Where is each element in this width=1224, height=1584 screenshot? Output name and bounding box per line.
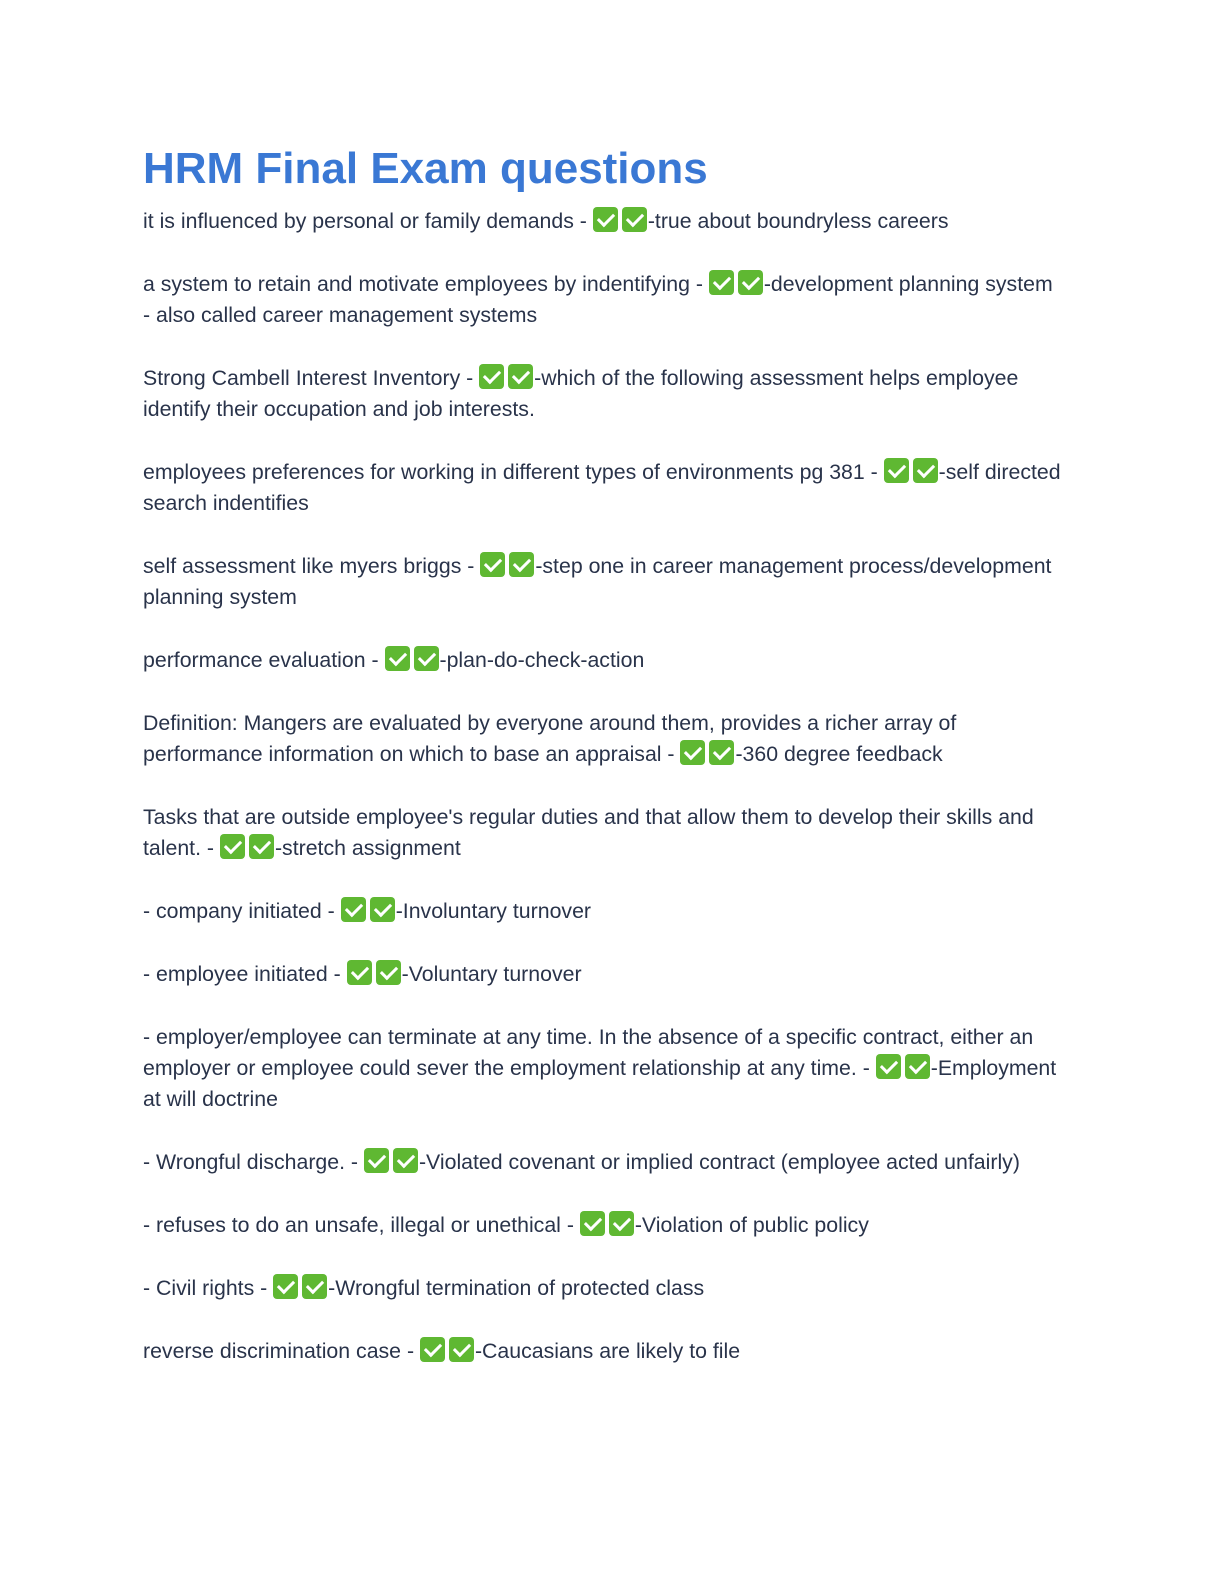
check-mark-button-icon [449, 1337, 474, 1362]
qa-entry [143, 645, 1063, 676]
qa-answer: -which of the following assessment helps employee identify their occupation and job interests. [143, 365, 1019, 422]
qa-entry [143, 1022, 1063, 1116]
check-mark-button-icon [220, 834, 245, 859]
qa-entry [143, 206, 1063, 237]
qa-answer: -Wrongful termination of protected class [328, 1275, 705, 1300]
qa-question: - company initiated - [143, 899, 341, 924]
qa-entry [143, 551, 1063, 614]
qa-answer: -true about boundryless careers [647, 209, 949, 233]
check-mark-button-icon [249, 834, 274, 859]
check-mark-button-icon [876, 1054, 901, 1079]
check-mark-button-icon [370, 897, 395, 922]
qa-answer: -self directed search indentifies [143, 459, 1061, 516]
qa-question: - Wrongful discharge. - [143, 1150, 364, 1175]
qa-answer: -development planning system - also called career management systems [143, 271, 1053, 328]
qa-question: - refuses to do an unsafe, illegal or unethical - [143, 1212, 580, 1237]
qa-entry [143, 457, 1063, 520]
qa-question: Strong Cambell Interest Inventory - [143, 365, 480, 390]
qa-entry [143, 363, 1063, 426]
qa-question: Tasks that are outside employee's regular duties and that allow them to develop their skills and talent. - [143, 805, 1034, 861]
qa-entry [143, 896, 1063, 927]
check-mark-button-icon [347, 960, 372, 985]
check-mark-button-icon [508, 364, 533, 389]
qa-entry [143, 959, 1063, 990]
qa-answer: -Violation of public policy [634, 1212, 869, 1237]
check-mark-button-icon [385, 646, 410, 671]
check-mark-button-icon [341, 897, 366, 922]
check-mark-button-icon [302, 1274, 327, 1299]
qa-question: reverse discrimination case - [143, 1338, 420, 1363]
qa-answer: -Employment at will doctrine [143, 1056, 1057, 1112]
qa-entry [143, 708, 1063, 771]
qa-question: performance evaluation - [143, 648, 385, 673]
qa-question: - Civil rights - [143, 1275, 274, 1300]
check-mark-button-icon [393, 1148, 418, 1173]
qa-question: self assessment like myers briggs - [143, 554, 481, 579]
check-mark-button-icon [479, 364, 504, 389]
check-mark-button-icon [273, 1274, 298, 1299]
qa-answer: -360 degree feedback [735, 742, 943, 767]
check-mark-button-icon [364, 1148, 389, 1173]
qa-entry [143, 1273, 1063, 1304]
check-mark-button-icon [884, 458, 909, 483]
check-mark-button-icon [509, 552, 534, 577]
qa-answer: -Violated covenant or implied contract (employee acted unfairly) [418, 1150, 1020, 1175]
check-mark-button-icon [913, 458, 938, 483]
check-mark-button-icon [680, 740, 705, 765]
qa-answer: -Caucasians are likely to file [474, 1338, 741, 1363]
qa-answer: -step one in career management process/development planning system [143, 554, 1052, 610]
qa-question: employees preferences for working in different types of environments pg 381 - [143, 459, 884, 484]
qa-entry [143, 1147, 1063, 1178]
qa-question: Definition: Mangers are evaluated by everyone around them, provides a richer array of performance information on which to base an appraisal - [143, 710, 957, 767]
check-mark-button-icon [905, 1054, 930, 1079]
check-mark-button-icon [480, 552, 505, 577]
document-title: HRM Final Exam questions [143, 144, 708, 193]
qa-question: - employer/employee can terminate at any time. In the absence of a specific contract, either an employer or employee could sever the employment relationship at any time. - [143, 1024, 1034, 1081]
qa-answer: -Voluntary turnover [401, 961, 582, 986]
check-mark-button-icon [414, 646, 439, 671]
check-mark-button-icon [420, 1337, 445, 1362]
qa-list [143, 206, 1063, 1367]
check-mark-button-icon [709, 270, 734, 295]
check-mark-button-icon [580, 1211, 605, 1236]
qa-question: a system to retain and motivate employees by indentifying - [143, 271, 709, 296]
document-page [143, 140, 1063, 1398]
check-mark-button-icon [622, 207, 647, 232]
qa-entry [143, 802, 1063, 865]
qa-entry [143, 1210, 1063, 1241]
check-mark-button-icon [709, 740, 734, 765]
check-mark-button-icon [738, 270, 763, 295]
qa-entry [143, 1336, 1063, 1367]
qa-question: - employee initiated - [143, 961, 347, 986]
qa-answer: -plan-do-check-action [439, 648, 645, 673]
qa-question: it is influenced by personal or family demands - [143, 209, 593, 233]
check-mark-button-icon [609, 1211, 634, 1236]
check-mark-button-icon [376, 960, 401, 985]
qa-answer: -Involuntary turnover [395, 899, 591, 924]
qa-answer: -stretch assignment [274, 836, 461, 861]
check-mark-button-icon [593, 207, 618, 232]
qa-entry [143, 269, 1063, 332]
